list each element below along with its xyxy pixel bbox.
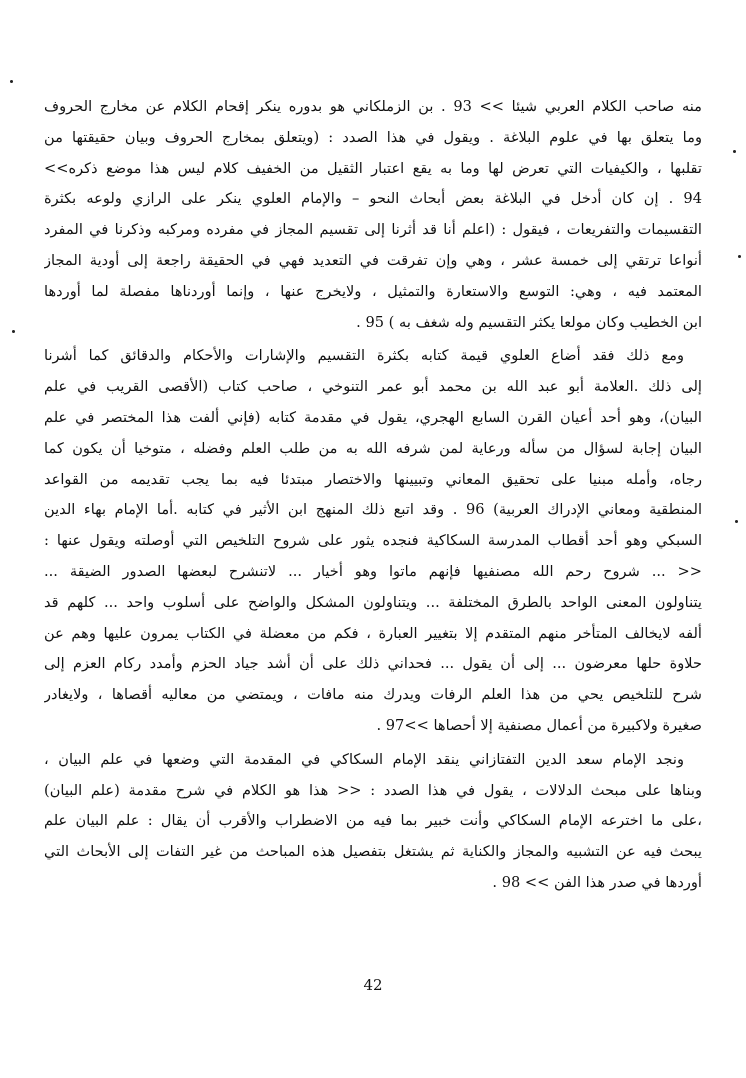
margin-mark (738, 255, 741, 258)
text-line: صغيرة ولاكبيرة من أعمال مصنفية إلا أحصاها >>97 . (376, 716, 702, 734)
margin-mark (12, 330, 15, 333)
margin-mark (735, 520, 738, 523)
text-line: منه صاحب الكلام العربي شيئا >> 93 . بن الزملكاني هو بدوره ينكر إقحام الكلام عن مخارج الحروف (44, 98, 702, 115)
text-line: إلى ذلك .العلامة أبو عبد الله بن محمد أبو عمر التنوخي ، صاحب كتاب (الأقصى القريب في علم (44, 378, 702, 396)
text-line: يبحث فيه عن التشبيه والمجاز والكناية ثم يشتغل بتفصيل هذه المباحث من غير التفات إلى الأبحاث التي (44, 843, 702, 861)
text-line: البيان)، وهو أحد أعيان القرن السابع الهجري، يقول في مقدمة كتابه (فإني ألفت هذا المختصر في علم (44, 408, 702, 426)
paragraph (44, 341, 702, 741)
margin-mark (10, 80, 13, 83)
text-line: أوردها في صدر هذا الفن >> 98 . (492, 873, 702, 891)
body-text (44, 92, 702, 899)
text-line: وبناها على مبحث الدلالات ، يقول في هذا الصدد : << هذا هو الكلام في شرح مقدمة (علم البيان) (44, 781, 702, 799)
margin-mark (733, 150, 736, 153)
text-line: رجاه، وأمله مبنيا على تحقيق المعاني وتبيينها والاختصار مبتدئا فيه بما يجب تقديمه من القواعد (44, 470, 702, 488)
text-line: شرح للتلخيص يحي من هذا العلم الرفات ويدرك منه مافات ، ويمتضي من معاليه أقصاها ، ولايغادر (44, 686, 702, 704)
paragraph (44, 92, 702, 338)
text-line: ومع ذلك فقد أضاع العلوي قيمة كتابه بكثرة التقسيم والإشارات والأحكام والدقائق كما أشرنا (44, 347, 684, 365)
page-number: 42 (363, 976, 383, 994)
text-line: ابن الخطيب وكان مولعا يكثر التقسيم وله شغف به ) 95 . (356, 313, 702, 331)
text-line: السبكي وهو أحد أقطاب المدرسة السكاكية فنجده يثور على شروح التلخيص التي أوصلته ويقول عنها : (44, 532, 702, 550)
text-line: البيان إجابة لسؤال من سأله ورعاية لمن شرفه الله به من طلب العلم وفضله ، متوخيا أن يكون كما (44, 439, 702, 457)
text-line: يتناولون المعنى الواحد بالطرق المختلفة ... ويتناولون المشكل والواضح على أسلوب واحد ... كلهم قد (44, 593, 702, 611)
text-line: 94 . إن كان أدخل في البلاغة بعض أبحاث النحو – والإمام العلوي ينكر على الرازي ولوعه بكثرة (44, 190, 702, 208)
text-line: << ... شروح رحم الله مصنفيها فإنهم ماتوا وهو أخيار ... لاتنشرح لبعضها الصدور الضيقة ... (44, 562, 702, 580)
text-line: وما يتعلق بها في علوم البلاغة . ويقول في هذا الصدد : (ويتعلق بمخارج الحروف وبيان حقيقتها من (44, 128, 702, 146)
text-line: التقسيمات والتفريعات ، فيقول : (اعلم أنا قد أثرنا إلى تقسيم المجاز في مفرده ومركبه وذكرنا في المفرد (44, 221, 702, 239)
text-line: تقلبها ، والكيفيات التي تعرض لها وما به يقع اعتبار الثقيل من الخفيف كلام ليس هذا موضع ذكره>> (44, 159, 702, 177)
text-line: ،على ما اخترعه الإمام السكاكي وأنت خبير بما فيه من الاضطراب والأقرب أن يقال : علم البيان علم (44, 812, 702, 830)
paragraph (44, 745, 702, 899)
text-line: ونجد الإمام سعد الدين التفتازاني ينقد الإمام السكاكي في المقدمة التي وضعها في علم البيان ، (44, 750, 684, 768)
text-line: حلاوة حلها معرضون ... إلى أن يقول ... فحداني ذلك على أن أشد جياد الحزم وأمدد ركام العزم إلى (44, 655, 702, 673)
text-line: ألفه لايخالف المتأخر منهم المتقدم إلا بتغيير العبارة ، فكم من معضلة في الكتاب يمرون عليها وهم عن (44, 624, 702, 642)
text-line: المعتمد فيه ، وهي: التوسع والاستعارة والتمثيل ، ولايخرج عنها ، وإنما أوردناها مفصلة لما أوردها (44, 282, 702, 300)
text-line: المنطقية ومعاني الإدراك العربية) 96 . وقد اتبع ذلك المنهج ابن الأثير في كتابه .أما الإمام بهاء الدين (44, 501, 702, 519)
text-line: أنواعا ترتقي إلى خمسة عشر ، وهي وإن تفرقت في التعديد فهي في الحقيقة راجعة إلى أودية المجاز (44, 251, 702, 269)
